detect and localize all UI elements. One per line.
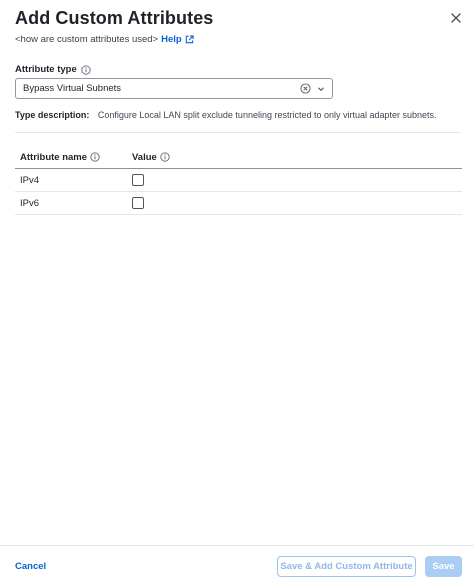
attribute-type-label	[15, 64, 91, 75]
save-and-add-button[interactable]: Save & Add Custom Attribute	[277, 556, 416, 577]
help-label: Help	[161, 34, 182, 45]
info-icon[interactable]	[160, 152, 170, 162]
dialog-title: Add Custom Attributes	[15, 8, 214, 28]
table-row	[15, 192, 462, 215]
value-checkbox-ipv6[interactable]	[132, 197, 144, 209]
attribute-name-cell: IPv4	[20, 174, 40, 186]
attribute-type-label-text: Attribute type	[15, 64, 77, 75]
external-link-icon	[185, 35, 194, 44]
cancel-button[interactable]: Cancel	[15, 561, 47, 572]
column-header-label: Value	[132, 151, 157, 163]
section-divider	[15, 132, 461, 133]
dialog-subtitle	[15, 34, 194, 45]
type-description-text: Configure Local LAN split exclude tunneling restricted to only virtual adapter subnets.	[97, 110, 437, 120]
footer-divider	[0, 545, 474, 546]
help-link[interactable]	[161, 34, 194, 45]
type-description-label: Type description:	[15, 110, 90, 120]
type-description	[15, 110, 437, 120]
subtitle-text: <how are custom attributes used>	[15, 34, 159, 45]
close-icon[interactable]	[448, 10, 464, 26]
value-checkbox-ipv4[interactable]	[132, 174, 144, 186]
column-header-label: Attribute name	[20, 151, 88, 163]
clear-icon[interactable]	[300, 83, 311, 94]
chevron-down-icon[interactable]	[316, 84, 326, 94]
table-header	[15, 146, 462, 169]
attribute-name-cell: IPv6	[20, 197, 40, 209]
info-icon[interactable]	[81, 65, 91, 75]
table-row	[15, 169, 462, 192]
info-icon[interactable]	[90, 152, 100, 162]
save-button[interactable]: Save	[425, 556, 462, 577]
column-header-value	[132, 152, 170, 163]
attribute-type-value: Bypass Virtual Subnets	[23, 83, 122, 94]
attribute-type-select[interactable]	[15, 78, 333, 99]
attributes-table	[15, 146, 462, 215]
column-header-attribute-name	[15, 152, 132, 163]
